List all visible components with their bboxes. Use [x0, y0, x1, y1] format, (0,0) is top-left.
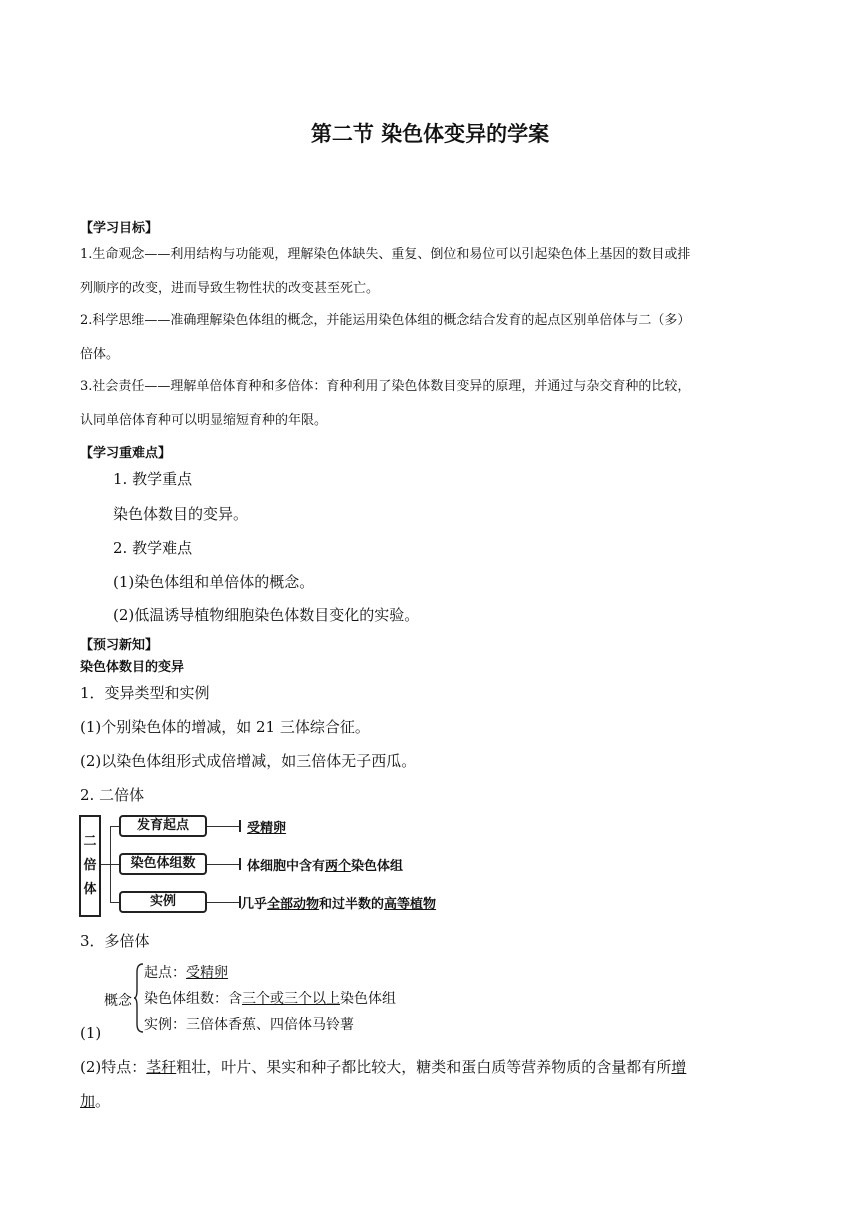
diagram-branch-2	[110, 864, 119, 865]
preview-line-7	[80, 1056, 782, 1077]
diagram-example-value	[241, 893, 436, 912]
keypoint-1: 1. 教学重点	[113, 470, 193, 488]
concept-r3-a: 实例：三倍体香蕉、四倍体马铃薯	[144, 1017, 354, 1033]
objective-1-line1: 1.生命观念——利用结构与功能观，理解染色体缺失、重复、倒位和易位可以引起染色体上基因的数目或排	[80, 247, 691, 262]
concept-r1-a: 起点：	[144, 965, 186, 981]
diagram-box-set-count: 染色体组数	[119, 853, 207, 875]
objective-2-line1: 2.科学思维——准确理解染色体组的概念，并能运用染色体组的概念结合发育的起点区别单倍体与二（多）	[80, 313, 691, 328]
diagram-branch-3	[110, 902, 119, 903]
concept-row-2	[144, 988, 396, 1008]
diagram-box-example: 实例	[119, 891, 207, 913]
preview-line-3: (2)以染色体组形式成倍增减，如三倍体无子西瓜。	[80, 752, 417, 770]
diagram-root-box	[79, 815, 101, 917]
diagram-link-3	[207, 902, 239, 903]
concept-label: 概念	[104, 993, 132, 1009]
diagram-root-char-1: 二	[83, 834, 97, 849]
diagram-root-char-3: 体	[83, 882, 97, 897]
keypoint-2-item1: (1)染色体组和单倍体的概念。	[113, 573, 315, 591]
diagram-ex-u2: 高等植物	[384, 897, 437, 912]
page-title: 第二节 染色体变异的学案	[310, 122, 550, 146]
preview-line-6: (1)	[80, 1024, 102, 1042]
keypoint-1-text: 染色体数目的变异。	[113, 505, 249, 523]
diagram-tbar-1	[239, 820, 241, 832]
concept-r1-b: 受精卵	[186, 965, 228, 981]
diagram-ex-pre: 几乎	[241, 897, 268, 912]
feature-b: 茎秆	[146, 1058, 177, 1076]
concept-r2-b: 三个或三个以上	[242, 991, 340, 1007]
concept-row-3	[144, 1014, 354, 1034]
feature-e: 加	[80, 1092, 96, 1110]
diagram-set-pre: 体细胞中含有	[247, 859, 326, 874]
objective-2-line2: 倍体。	[80, 347, 120, 362]
objective-3-line1: 3.社会责任——理解单倍体育种和多倍体：育种利用了染色体数目变异的原理，并通过与杂交育种的比较，	[80, 379, 691, 394]
preview-subheading: 染色体数目的变异	[80, 660, 185, 675]
objective-2	[80, 304, 782, 372]
preview-line-2: (1)个别染色体的增减，如 21 三体综合征。	[80, 718, 370, 736]
diagram-ex-mid: 和过半数的	[319, 897, 385, 912]
preview-heading: 【预习新知】	[80, 638, 159, 653]
diagram-branch-1	[110, 826, 119, 827]
keypoints-heading: 【学习重难点】	[80, 446, 172, 461]
diagram-origin-text: 受精卵	[247, 821, 287, 836]
objective-3	[80, 370, 782, 438]
feature-f: 。	[95, 1092, 111, 1110]
keypoint-2-item2: (2)低温诱导植物细胞染色体数目变化的实验。	[113, 606, 420, 624]
diagram-box-origin: 发育起点	[119, 815, 207, 837]
feature-c: 粗壮，叶片、果实和种子都比较大，糖类和蛋白质等营养物质的含量都有所	[176, 1058, 672, 1076]
diagram-set-count-value	[247, 855, 403, 874]
diagram-set-post: 染色体组	[351, 859, 404, 874]
preview-line-1: 1．变异类型和实例	[80, 684, 210, 702]
feature-a: (2)特点：	[80, 1058, 147, 1076]
diagram-ex-u1: 全部动物	[267, 897, 320, 912]
concept-r2-c: 染色体组	[340, 991, 396, 1007]
preview-line-5: 3．多倍体	[80, 932, 150, 950]
feature-d: 增	[671, 1058, 687, 1076]
concept-row-1	[144, 962, 228, 982]
objectives-heading: 【学习目标】	[80, 221, 159, 236]
preview-line-4: 2. 二倍体	[80, 786, 145, 804]
objective-3-line2: 认同单倍体育种可以明显缩短育种的年限。	[80, 413, 328, 428]
preview-line-8	[80, 1090, 110, 1111]
objective-1	[80, 238, 782, 306]
objective-1-line2: 列顺序的改变，进而导致生物性状的改变甚至死亡。	[80, 281, 380, 296]
diagram-set-u: 两个	[325, 859, 352, 874]
diagram-root-char-2: 倍	[83, 858, 97, 873]
diagram-tbar-2	[239, 858, 241, 870]
diagram-origin-value	[247, 817, 286, 836]
diagram-link-2	[207, 864, 239, 865]
diagram-link-1	[207, 826, 239, 827]
concept-r2-a: 染色体组数：含	[144, 991, 242, 1007]
concept-brace	[134, 962, 144, 1034]
keypoint-2: 2. 教学难点	[113, 539, 193, 557]
diploid-diagram	[79, 811, 479, 921]
